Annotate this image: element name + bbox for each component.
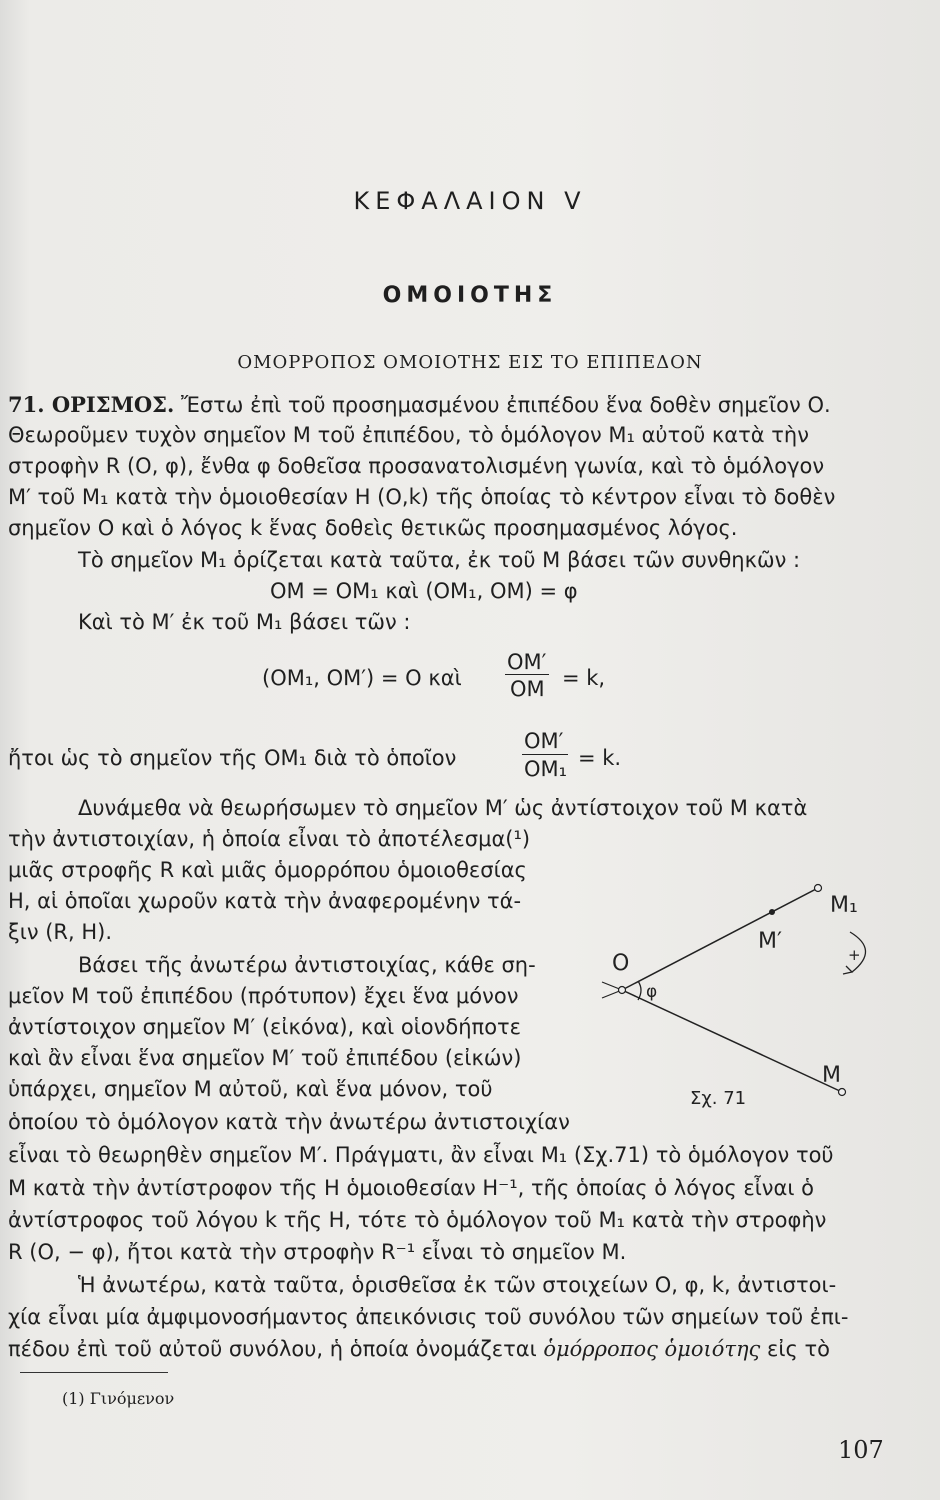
- ray-OM1: [622, 888, 818, 990]
- text-line: Ἡ ἀνωτέρω, κατὰ ταῦτα, ὁρισθεῖσα ἐκ τῶν στοιχείων Ο, φ, k, ἀντιστοι-: [78, 1273, 837, 1297]
- section-subtitle: ΟΜΟΡΡΟΠΟΣ ΟΜΟΙΟΤΗΣ ΕΙΣ ΤΟ ΕΠΙΠΕΔΟΝ: [237, 352, 703, 373]
- text-line: R (Ο, − φ), ἤτοι κατὰ τὴν στροφὴν R⁻¹ εἶναι τὸ σημεῖον Μ.: [8, 1240, 627, 1264]
- text-line: Τὸ σημεῖον Μ₁ ὁρίζεται κατὰ ταῦτα, ἐκ τοῦ Μ βάσει τῶν συνθηκῶν :: [78, 548, 801, 572]
- chapter-title: ΟΜΟΙΟΤΗΣ: [382, 283, 558, 308]
- text-line: Μ κατὰ τὴν ἀντίστροφον τῆς H ὁμοιοθεσίαν H⁻¹, τῆς ὁποίας ὁ λόγος εἶναι ὁ: [8, 1176, 815, 1200]
- point-M1: [815, 885, 822, 892]
- equation-line: ΟΜ = ΟΜ₁ καὶ (ΟΜ₁, ΟΜ) = φ: [270, 579, 578, 603]
- text-line: Μ′ τοῦ Μ₁ κατὰ τὴν ὁμοιοθεσίαν H (Ο,k) τῆς ὁποίας τὸ κέντρον εἶναι τὸ δοθὲν: [8, 485, 836, 509]
- text-line: καὶ ἂν εἶναι ἕνα σημεῖον Μ′ τοῦ ἐπιπέδου (εἰκών): [8, 1046, 522, 1070]
- text-line: ξιν (R, H).: [8, 920, 113, 944]
- eq2-fraction-bar: [522, 754, 568, 755]
- eq1-right: = k,: [562, 666, 606, 690]
- text-line: H, αἱ ὁποῖαι χωροῦν κατὰ τὴν ἀναφερομένην τά-: [8, 889, 522, 913]
- text-line: εἶναι τὸ θεωρηθὲν σημεῖον Μ′. Πράγματι, ἂν εἶναι Μ₁ (Σχ.71) τὸ ὁμόλογον τοῦ: [8, 1143, 834, 1167]
- label-plus: +: [848, 946, 861, 964]
- term-italic: ὁμόρροπος ὁμοιότης: [543, 1337, 761, 1361]
- figure-caption: Σχ. 71: [690, 1088, 747, 1109]
- eq1-left: (ΟΜ₁, ΟΜ′) = Ο καὶ: [262, 666, 462, 690]
- text-line-last: πέδου ἐπὶ τοῦ αὐτοῦ συνόλου, ἡ ὁποία ὀνομάζεται ὁμόρροπος ὁμοιότης εἰς τὸ: [8, 1337, 830, 1361]
- point-Mprime: [769, 909, 775, 915]
- definition-line-1: 71. ΟΡΙΣΜΟΣ. Ἔστω ἐπὶ τοῦ προσημασμένου ἐπιπέδου ἕνα δοθὲν σημεῖον Ο.: [8, 392, 831, 417]
- chapter-heading: ΚΕΦΑΛΑΙΟΝ V: [353, 187, 587, 215]
- eq2-left: ἤτοι ὡς τὸ σημεῖον τῆς ΟΜ₁ διὰ τὸ ὁποῖον: [8, 746, 457, 770]
- text-line: στροφὴν R (Ο, φ), ἔνθα φ δοθεῖσα προσανατολισμένη γωνία, καὶ τὸ ὁμόλογον: [8, 454, 825, 478]
- footnote-rule: [20, 1372, 168, 1373]
- text-line: μιᾶς στροφῆς R καὶ μιᾶς ὁμορρόπου ὁμοιοθεσίας: [8, 858, 527, 882]
- section-number: 71. ΟΡΙΣΜΟΣ.: [8, 392, 175, 417]
- text-line: Δυνάμεθα νὰ θεωρήσωμεν τὸ σημεῖον Μ′ ὡς ἀντίστοιχον τοῦ Μ κατὰ: [78, 796, 808, 820]
- text-line: μεῖον Μ τοῦ ἐπιπέδου (πρότυπον) ἔχει ἕνα μόνον: [8, 984, 519, 1008]
- orientation-arrow: [843, 966, 852, 974]
- eq1-fraction-bar: [505, 674, 549, 675]
- eq2-numerator: ΟΜ′: [524, 729, 564, 753]
- eq2-denominator: ΟΜ₁: [524, 757, 568, 781]
- eq1-numerator: ΟΜ′: [507, 650, 547, 674]
- text-line: ἀντίστροφος τοῦ λόγου k τῆς H, τότε τὸ ὁμόλογον τοῦ Μ₁ κατὰ τὴν στροφὴν: [8, 1208, 827, 1232]
- label-M1: Μ₁: [830, 893, 858, 918]
- text-line: Καὶ τὸ Μ′ ἐκ τοῦ Μ₁ βάσει τῶν :: [78, 610, 411, 634]
- text-line: ὁποίου τὸ ὁμόλογον κατὰ τὴν ἀνωτέρω ἀντιστοιχίαν: [8, 1110, 570, 1134]
- text-line: Θεωροῦμεν τυχὸν σημεῖον Μ τοῦ ἐπιπέδου, τὸ ὁμόλογον Μ₁ αὐτοῦ κατὰ τὴν: [8, 423, 809, 447]
- point-O: [619, 987, 626, 994]
- label-O: Ο: [612, 951, 630, 976]
- eq1-denominator: ΟΜ: [510, 677, 545, 701]
- text-line: ἀντίστοιχον σημεῖον Μ′ (εἰκόνα), καὶ οἱονδήποτε: [8, 1015, 522, 1039]
- ray-OM: [622, 990, 842, 1092]
- page-number: 107: [838, 1436, 884, 1464]
- label-Mprime: Μ′: [758, 929, 782, 954]
- text-line: Βάσει τῆς ἀνωτέρω ἀντιστοιχίας, κάθε ση-: [78, 953, 536, 977]
- text-line: ὑπάρχει, σημεῖον Μ αὐτοῦ, καὶ ἕνα μόνον, τοῦ: [8, 1077, 493, 1101]
- text-line: σημεῖον Ο καὶ ὁ λόγος k ἕνας δοθεὶς θετικῶς προσημασμένος λόγος.: [8, 516, 738, 540]
- footnote: (1) Γινόμενον: [62, 1389, 175, 1408]
- label-phi: φ: [646, 982, 658, 1002]
- text-line: τὴν ἀντιστοιχίαν, ἡ ὁποία εἶναι τὸ ἀποτέλεσμα(¹): [8, 827, 531, 851]
- label-M: Μ: [822, 1063, 841, 1088]
- text-line: χία εἶναι μία ἀμφιμονοσήμαντος ἀπεικόνισις τοῦ συνόλου τῶν σημείων τοῦ ἐπι-: [8, 1305, 849, 1329]
- eq2-right: = k.: [578, 746, 622, 770]
- figure-71: [580, 870, 900, 1120]
- point-M: [839, 1089, 846, 1096]
